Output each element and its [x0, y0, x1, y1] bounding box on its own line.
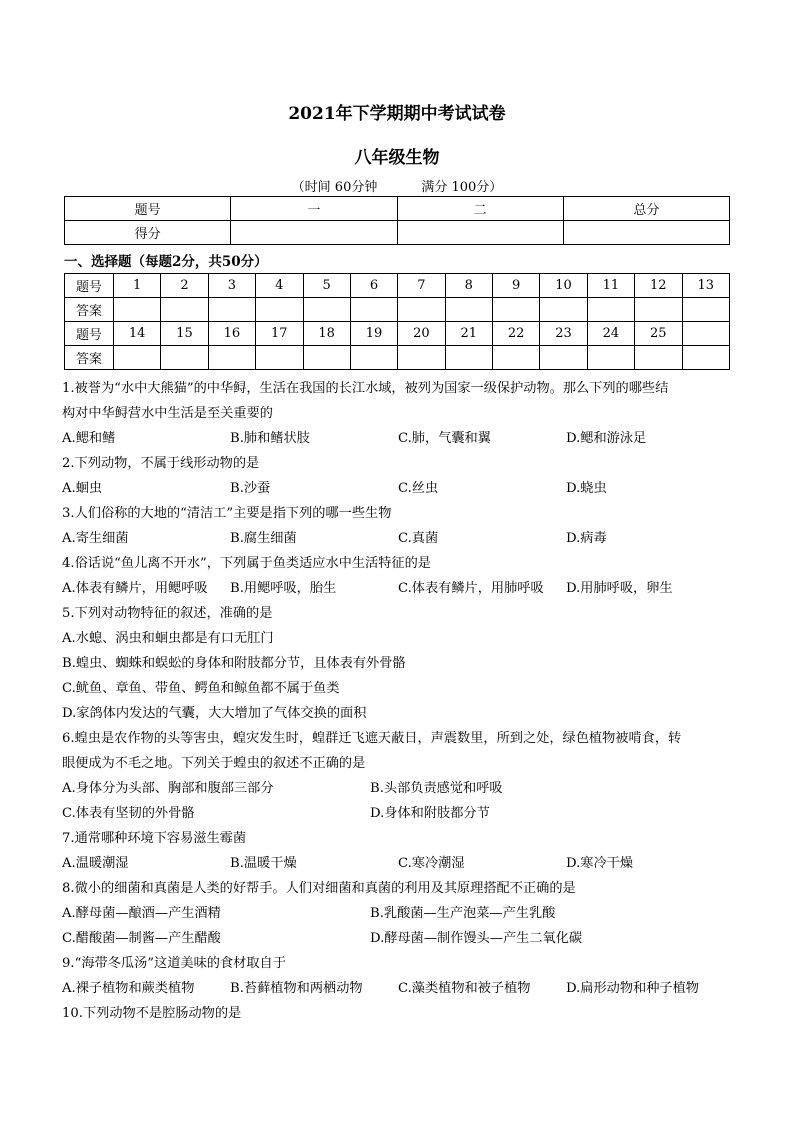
option[interactable]: D.鳃和游泳足	[566, 431, 647, 446]
answer-qnum: 21	[445, 322, 492, 346]
score-cell: 二	[397, 197, 563, 221]
exam-subject: 八年级生物	[354, 148, 440, 168]
option[interactable]: A.体表有鳞片，用鳃呼吸	[62, 581, 208, 596]
answer-cell[interactable]	[350, 346, 397, 370]
answer-qnum: 17	[256, 322, 303, 346]
answer-cell[interactable]	[635, 346, 682, 370]
answer-cell[interactable]	[161, 298, 208, 322]
answer-qnum: 12	[635, 274, 682, 298]
option[interactable]: C.鱿鱼、章鱼、带鱼、鳄鱼和鲸鱼都不属于鱼类	[62, 681, 340, 696]
answer-label: 题号	[65, 322, 114, 346]
answer-qnum: 3	[208, 274, 255, 298]
answer-cell[interactable]	[635, 298, 682, 322]
option[interactable]: D.用肺呼吸，卵生	[566, 581, 673, 596]
answer-cell[interactable]	[682, 346, 730, 370]
question-7-text: 7.通常哪种环境下容易滋生霉菌	[62, 831, 247, 846]
question-5-text: 5.下列对动物特征的叙述，准确的是	[62, 606, 273, 621]
answer-qnum: 9	[493, 274, 540, 298]
exam-time: （时间 60分钟	[291, 180, 378, 195]
option[interactable]: A.身体分为头部、胸部和腹部三部分	[62, 781, 274, 796]
section-heading: 一、选择题（每题2分，共50分）	[64, 254, 268, 270]
option[interactable]: B.苔藓植物和两栖动物	[230, 981, 363, 996]
answer-cell[interactable]	[540, 298, 587, 322]
answer-cell[interactable]	[114, 298, 161, 322]
option[interactable]: C.丝虫	[398, 481, 439, 496]
answer-qnum: 24	[587, 322, 634, 346]
answer-qnum: 6	[350, 274, 397, 298]
option[interactable]: C.醋酸菌—制酱—产生醋酸	[62, 931, 221, 946]
answer-cell[interactable]	[256, 298, 303, 322]
answer-qnum: 10	[540, 274, 587, 298]
option[interactable]: C.寒冷潮湿	[398, 856, 465, 871]
answer-cell[interactable]	[540, 346, 587, 370]
option[interactable]: A.蛔虫	[62, 481, 103, 496]
option[interactable]: A.水螅、涡虫和蛔虫都是有口无肛门	[62, 631, 274, 646]
score-cell: 总分	[563, 197, 729, 221]
option[interactable]: B.用鳃呼吸，胎生	[230, 581, 337, 596]
option[interactable]: A.酵母菌—酿酒—产生酒精	[62, 906, 221, 921]
exam-title: 2021年下学期期中考试试卷	[288, 104, 506, 124]
question-1-text-cont: 构对中华鲟营水中生活是至关重要的	[62, 406, 273, 421]
answer-cell[interactable]	[256, 346, 303, 370]
option[interactable]: A.裸子植物和蕨类植物	[62, 981, 195, 996]
option[interactable]: D.身体和附肢都分节	[370, 806, 490, 821]
option[interactable]: C.体表有坚韧的外骨骼	[62, 806, 195, 821]
answer-qnum: 1	[114, 274, 161, 298]
answer-qnum: 15	[161, 322, 208, 346]
score-table	[64, 196, 730, 245]
answer-cell[interactable]	[208, 346, 255, 370]
option[interactable]: B.肺和鳍状肢	[230, 431, 310, 446]
answer-cell[interactable]	[493, 298, 540, 322]
answer-table	[64, 273, 730, 370]
score-input-cell[interactable]	[397, 221, 563, 245]
option[interactable]: B.蝗虫、蜘蛛和蜈蚣的身体和附肢都分节，且体表有外骨骼	[62, 656, 406, 671]
question-9-text: 9.“海带冬瓜汤”这道美味的食材取自于	[62, 956, 286, 971]
score-cell: 得分	[65, 221, 231, 245]
option[interactable]: D.扁形动物和种子植物	[566, 981, 699, 996]
answer-cell[interactable]	[398, 346, 445, 370]
answer-qnum: 11	[587, 274, 634, 298]
score-cell: 一	[231, 197, 397, 221]
option[interactable]: A.温暖潮湿	[62, 856, 129, 871]
option[interactable]: A.寄生细菌	[62, 531, 129, 546]
option[interactable]: A.鳃和鳍	[62, 431, 116, 446]
answer-qnum: 14	[114, 322, 161, 346]
answer-cell[interactable]	[114, 346, 161, 370]
answer-cell[interactable]	[682, 298, 730, 322]
answer-cell[interactable]	[208, 298, 255, 322]
answer-qnum	[682, 322, 730, 346]
question-1-text: 1.被誉为“水中大熊猫”的中华鲟，生活在我国的长江水域，被列为国家一级保护动物。那么下列的哪些结	[62, 381, 669, 396]
option[interactable]: C.肺，气囊和翼	[398, 431, 491, 446]
answer-cell[interactable]	[350, 298, 397, 322]
option[interactable]: C.体表有鳞片，用肺呼吸	[398, 581, 544, 596]
option[interactable]: D.蛲虫	[566, 481, 607, 496]
option[interactable]: D.寒冷干燥	[566, 856, 634, 871]
answer-qnum: 22	[493, 322, 540, 346]
answer-cell[interactable]	[587, 298, 634, 322]
question-6-text-cont: 眼便成为不毛之地。下列关于蝗虫的叙述不正确的是	[62, 756, 366, 771]
option[interactable]: D.病毒	[566, 531, 607, 546]
option[interactable]: B.沙蚕	[230, 481, 271, 496]
option[interactable]: B.腐生细菌	[230, 531, 297, 546]
exam-score: 满分 100分）	[421, 180, 503, 195]
question-8-text: 8.微小的细菌和真菌是人类的好帮手。人们对细菌和真菌的利用及其原理搭配不正确的是	[62, 881, 576, 896]
exam-info	[0, 176, 794, 195]
score-cell: 题号	[65, 197, 231, 221]
option[interactable]: D.酵母菌—制作馒头—产生二氧化碳	[370, 931, 583, 946]
answer-cell[interactable]	[587, 346, 634, 370]
answer-cell[interactable]	[161, 346, 208, 370]
option[interactable]: C.真菌	[398, 531, 439, 546]
option[interactable]: C.藻类植物和被子植物	[398, 981, 531, 996]
option[interactable]: B.乳酸菌—生产泡菜—产生乳酸	[370, 906, 556, 921]
answer-cell[interactable]	[303, 346, 350, 370]
answer-cell[interactable]	[303, 298, 350, 322]
answer-qnum: 13	[682, 274, 730, 298]
question-2-text: 2.下列动物，不属于线形动物的是	[62, 456, 260, 471]
answer-label: 题号	[65, 274, 114, 298]
answer-qnum: 2	[161, 274, 208, 298]
score-input-cell[interactable]	[231, 221, 397, 245]
answer-qnum: 5	[303, 274, 350, 298]
answer-qnum: 23	[540, 322, 587, 346]
answer-qnum: 7	[398, 274, 445, 298]
option[interactable]: B.温暖干燥	[230, 856, 297, 871]
answer-qnum: 8	[445, 274, 492, 298]
answer-qnum: 20	[398, 322, 445, 346]
answer-cell[interactable]	[493, 346, 540, 370]
answer-label: 答案	[65, 298, 114, 322]
answer-cell[interactable]	[445, 346, 492, 370]
answer-qnum: 19	[350, 322, 397, 346]
question-6-text: 6.蝗虫是农作物的头等害虫，蝗灾发生时，蝗群迁飞遮天蔽日，声震数里，所到之处，绿色植物被啃食，转	[62, 731, 682, 746]
answer-qnum: 18	[303, 322, 350, 346]
question-3-text: 3.人们俗称的大地的“清洁工”主要是指下列的哪一些生物	[62, 506, 392, 521]
answer-label: 答案	[65, 346, 114, 370]
answer-cell[interactable]	[445, 298, 492, 322]
question-4-text: 4.俗话说“鱼儿离不开水”，下列属于鱼类适应水中生活特征的是	[62, 556, 431, 571]
option[interactable]: D.家鸽体内发达的气囊，大大增加了气体交换的面积	[62, 706, 367, 721]
option[interactable]: B.头部负责感觉和呼吸	[370, 781, 503, 796]
answer-cell[interactable]	[398, 298, 445, 322]
answer-qnum: 4	[256, 274, 303, 298]
answer-qnum: 16	[208, 322, 255, 346]
question-10-text: 10.下列动物不是腔肠动物的是	[62, 1006, 242, 1021]
answer-qnum: 25	[635, 322, 682, 346]
score-input-cell[interactable]	[563, 221, 729, 245]
